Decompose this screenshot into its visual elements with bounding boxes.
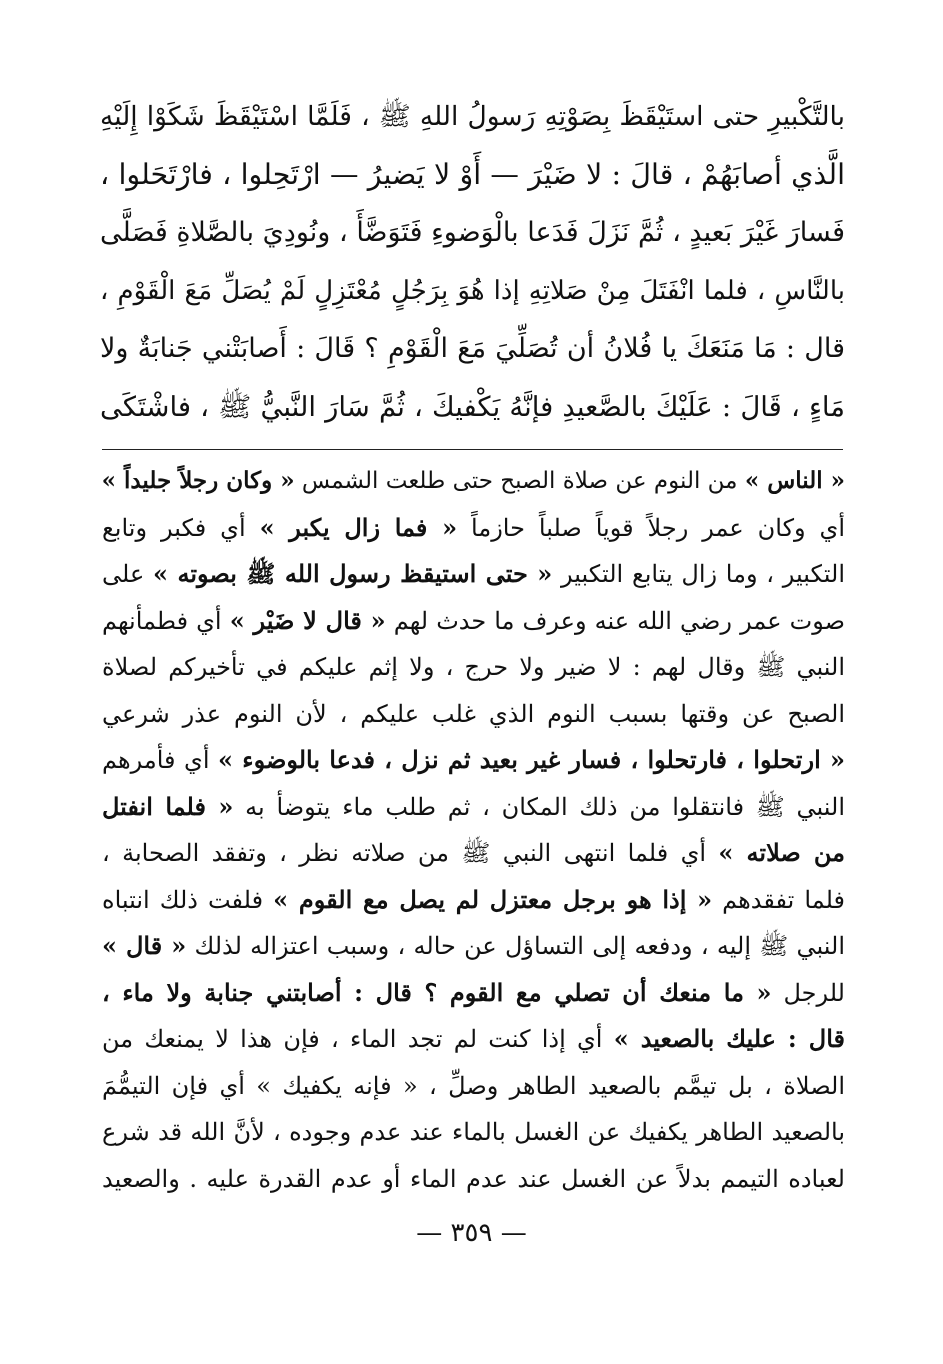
hadith-text	[100, 88, 845, 436]
commentary-text	[102, 458, 845, 1249]
commentary-line: من صلاته » أي فلما انتهى النبي ﷺ من صلاته نظر ، وتفقد الصحابة ،	[102, 838, 845, 867]
hadith-line: مَاءٍ ، قَالَ : عَلَيْكَ بالصَّعيدِ فإنَّهُ يَكْفيكَ ، ثُمَّ سَارَ النَّبيُّ ﷺ ، فاشْتَكَى	[100, 391, 845, 423]
commentary-line: النبي ﷺ وقال لهم : لا ضير ولا حرج ، ولا إثم عليكم في تأخيركم لصلاة	[102, 653, 845, 681]
commentary-line: « الناس » من النوم عن صلاة الصبح حتى طلعت الشمس « وكان رجلاً جليداً »	[102, 467, 845, 494]
commentary-line: التكبير ، وما زال يتابع التكبير « حتى استيقظ رسول الله ﷺ بصوته » على	[102, 559, 845, 588]
hadith-line: فَسارَ غَيْرَ بَعيدٍ ، ثُمَّ نَزَلَ فَدَعا بالْوَضوءِ فَتَوَضَّأَ ، ونُودِيَ بالصَّلاةِ فَصَلَّى	[100, 217, 845, 248]
commentary-line: الصبح عن وقتها بسبب النوم الذي غلب عليكم ، لأن النوم عذر شرعي	[102, 699, 845, 728]
commentary-line: أي وكان عمر رجلاً قوياً صلباً حازماً « فما زال يكبر » أي فكبر وتابع	[102, 512, 845, 542]
page-number: — ٣٥٩ —	[416, 1218, 527, 1248]
hadith-line: بالتَّكْبيرِ حتى استَيْقَظَ بِصَوْتِهِ رَسولُ اللهِ ﷺ ، فَلَمَّا اسْتَيْقَظَ شَكَوْا إِلَيْهِ	[100, 101, 845, 132]
hadith-line: الَّذي أصابَهُمْ ، قالَ : لا ضَيْرَ — أَوْ لا يَضيرُ — ارْتَحِلوا ، فارْتَحَلوا ،	[100, 158, 845, 191]
commentary-line: فلما تفقدهم « إذا هو برجل معتزل لم يصل مع القوم » فلفت ذلك انتباه	[102, 884, 845, 914]
hadith-line: بالنَّاسِ ، فلما انْفَتَلَ مِنْ صَلاتِهِ إذا هُوَ بِرَجُلٍ مُعْتَزِلٍ لَمْ يُصَلِّ مَعَ الْقَوْمِ ،	[100, 276, 845, 306]
commentary-line: بالصعيد الطاهر يكفيك عن الغسل بالماء عند عدم وجوده ، لأنَّ الله قد شرع	[102, 1118, 845, 1146]
commentary-line: النبي ﷺ فانتقلوا من ذلك المكان ، ثم طلب ماء يتوضأ به « فلما انفتل	[102, 791, 845, 821]
section-divider	[102, 449, 843, 450]
commentary-line: قال : عليك بالصعيد » أي إذا كنت لم تجد الماء ، فإن هذا لا يمنعك من	[102, 1024, 845, 1053]
commentary-line: « ارتحلوا ، فارتحلوا ، فسار غير بعيد ثم نزل ، فدعا بالوضوء » أي فأمرهم	[102, 745, 845, 774]
commentary-line: لعباده التيمم بدلاً عن الغسل عند عدم الماء أو عدم القدرة عليه . والصعيد	[102, 1164, 845, 1193]
commentary-line: صوت عمر رضي الله عنه وعرف ما حدث لهم « قال لا ضَيْر » أي فطمأنهم	[102, 605, 845, 635]
commentary-line: النبي ﷺ إليه ، ودفعه إلى التساؤل عن حاله ، وسبب اعتزاله لذلك « قال »	[102, 931, 845, 960]
commentary-line: الصلاة ، بل تيمَّم بالصعيد الطاهر وصلِّ ، « فإنه يكفيك » أي فإن التيمُّمَ	[102, 1071, 845, 1100]
commentary-line: للرجل « ما منعك أن تصلي مع القوم ؟ قال : أصابتني جنابة ولا ماء ،	[102, 977, 845, 1007]
hadith-line: قال : مَا مَنَعَكَ يا فُلانُ أن تُصَلِّيَ مَعَ الْقَوْمِ ؟ قَالَ : أَصابَتْني جَنابَةٌ ولا	[100, 333, 845, 364]
